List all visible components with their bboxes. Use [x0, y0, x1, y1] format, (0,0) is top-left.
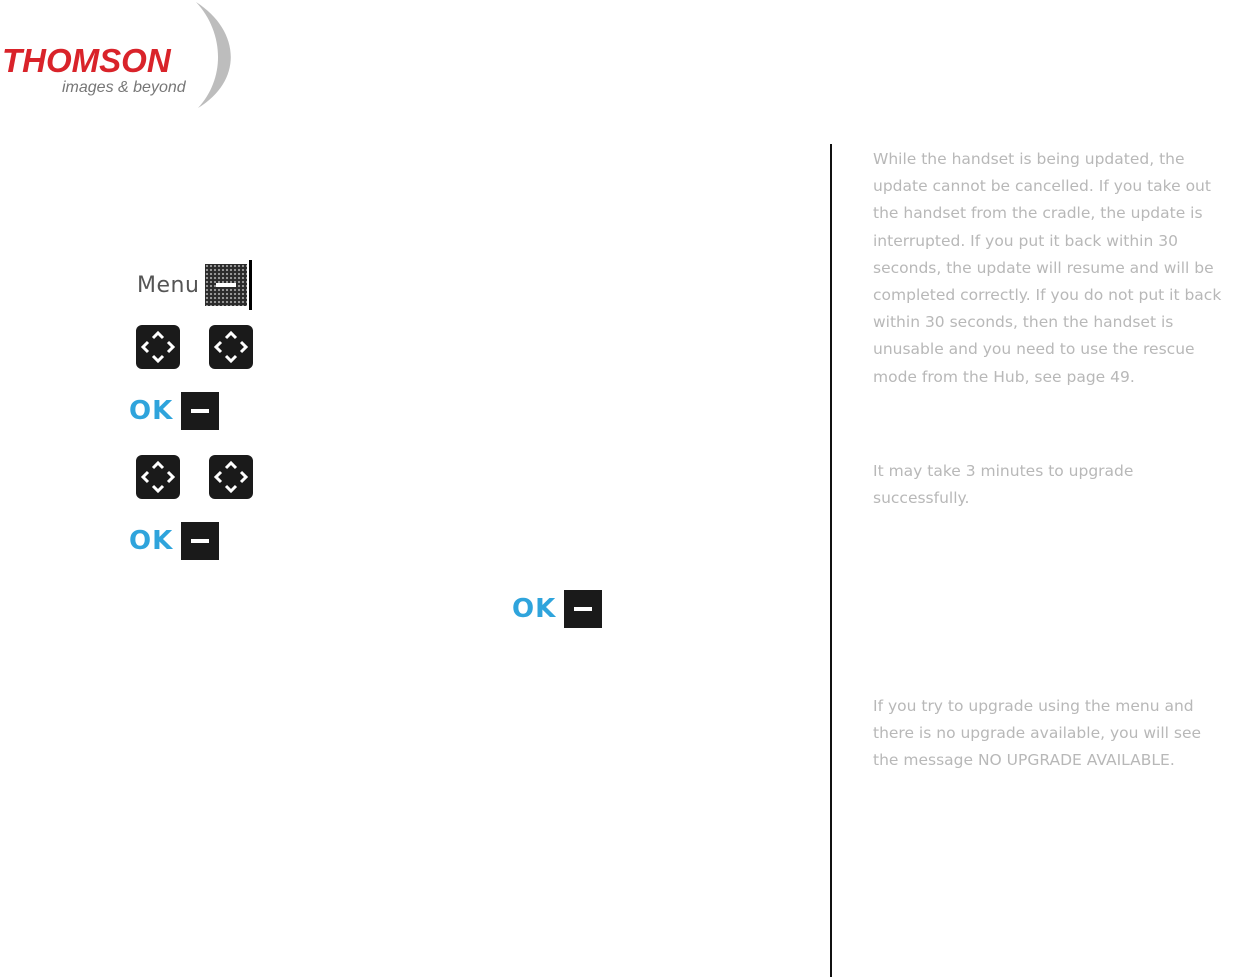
nav-up-down-icon[interactable]: [136, 325, 180, 369]
ok-step-2[interactable]: [129, 522, 219, 560]
logo-swoosh: [196, 2, 231, 108]
note-update-warning: While the handset is being updated, the update cannot be cancelled. If you take out the handset from the cradle, the update is interrupted. If you put it back within 30 seconds, the update will resume and will be completed correctly. If you do not put it back within 30 seconds, then the handset is unusable and you need to use the rescue mode from the Hub, see page 49.: [873, 150, 1222, 386]
ok-softkey-icon[interactable]: [181, 522, 219, 560]
thomson-logo: [0, 0, 240, 112]
logo-brand: THOMSON: [2, 42, 171, 79]
menu-softkey-icon[interactable]: [205, 264, 247, 306]
ok-label: OK: [512, 594, 557, 624]
menu-step: [137, 260, 252, 310]
ok-step-3[interactable]: [512, 590, 602, 628]
nav-up-down-icon[interactable]: [136, 455, 180, 499]
note-upgrade-duration: It may take 3 minutes to upgrade successfully.: [873, 462, 1134, 508]
logo-tagline: images & beyond: [62, 79, 186, 96]
ok-label: OK: [129, 396, 174, 426]
ok-step-1[interactable]: [129, 392, 219, 430]
menu-label: Menu: [137, 272, 200, 298]
text-cursor: [249, 260, 252, 310]
note-no-upgrade: If you try to upgrade using the menu and there is no upgrade available, you will see the message NO UPGRADE AVAILABLE.: [873, 697, 1202, 770]
nav-down-icon[interactable]: [209, 455, 253, 499]
ok-softkey-icon[interactable]: [564, 590, 602, 628]
nav-down-icon[interactable]: [209, 325, 253, 369]
ok-label: OK: [129, 526, 174, 556]
ok-softkey-icon[interactable]: [181, 392, 219, 430]
column-divider: [830, 144, 832, 977]
